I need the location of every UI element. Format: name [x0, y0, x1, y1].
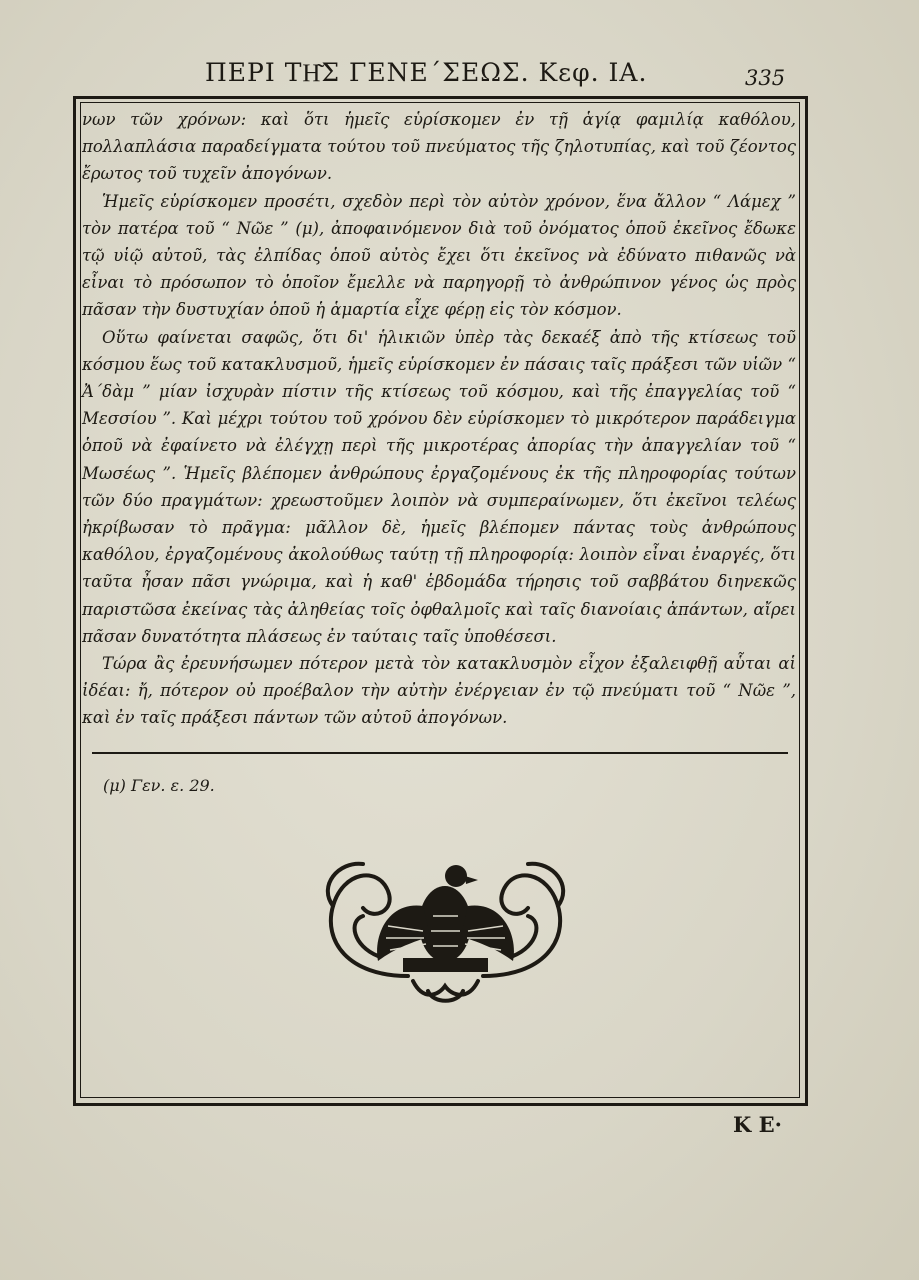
running-title: ΠΕΡΙ ΤΗ͂Σ ΓΕΝΕ΄ΣΕΩΣ. Κεφ. ΙΑ.	[205, 58, 648, 87]
body-text	[82, 106, 796, 732]
footnote-rule	[92, 752, 788, 754]
catchword: Κ Ε·	[733, 1112, 782, 1137]
paragraph: νων τῶν χρόνων: καὶ ὅτι ἡμεῖς εὑρίσκομεν ἐν τῇ ἁγίᾳ φαμιλίᾳ καθόλου, πολλαπλάσια παραδείγματα τούτου τοῦ πνεύματος τῆς ζηλοτυπίας, καὶ τοῦ ζέοντος ἔρωτος τοῦ τυχεῖν ἀπογόνων.	[82, 110, 796, 184]
paragraph: Τώρα ἂς ἐρευνήσωμεν πότερον μετὰ τὸν κατακλυσμὸν εἶχον ἐξαλειφθῇ αὗται αἱ ἰδέαι: ἤ, πότερον οὐ προέβαλον τὴν αὐτὴν ἐνέργειαν ἐν τῷ πνεύματι τοῦ “ Νῶε ”, καὶ ἐν ταῖς πράξεσι πάντων τῶν αὐτοῦ ἀπογόνων.	[82, 654, 796, 728]
page-number: 335	[745, 66, 786, 90]
paragraph: Οὕτω φαίνεται σαφῶς, ὅτι δι' ἡλικιῶν ὑπὲρ τὰς δεκαέξ ἀπὸ τῆς κτίσεως τοῦ κόσμου ἕως τοῦ κατακλυσμοῦ, ἡμεῖς εὑρίσκομεν ἐν πάσαις ταῖς πράξεσι τῶν υἱῶν “ Ἀ΄δὰμ ” μίαν ἰσχυρὰν πίστιν τῆς κτίσεως τοῦ κόσμου, καὶ τῆς ἐπαγγελίας τοῦ “ Μεσσίου ”. Καὶ μέχρι τούτου τοῦ χρόνου δὲν εὑρίσκομεν τὸ μικρότερον παράδειγμα ὁποῦ νὰ ἐφαίνετο νὰ ἐλέγχῃ περὶ τῆς μικροτέρας ἀπορίας τὴν ἀπαγγελίαν τοῦ “ Μωσέως ”. Ἡμεῖς βλέπομεν ἀνθρώπους ἐργαζομένους ἐκ τῆς πληροφορίας τούτων τῶν δύο πραγμάτων: χρεωστοῦμεν λοιπὸν νὰ συμπεραίνωμεν, ὅτι ἐκεῖνοι τελέως ἠκρίβωσαν τὸ πρᾶγμα: μᾶλλον δὲ, ἡμεῖς βλέπομεν πάντας τοὺς ἀνθρώπους καθόλου, ἐργαζομένους ἀκολούθως ταύτῃ τῇ πληροφορίᾳ: λοιπὸν εἶναι ἐναργές, ὅτι ταῦτα ἦσαν πᾶσι γνώριμα, καὶ ἡ καθ' ἑβδομάδα τήρησις τοῦ σαββάτου διηνεκῶς παριστῶσα ἐκείνας τὰς ἀληθείας τοῖς ὀφθαλμοῖς καὶ ταῖς διανοίαις ἁπάντων, αἴρει πᾶσαν δυνατότητα πλάσεως ἐν ταύταις ταῖς ὑποθέσεσι.	[82, 327, 796, 646]
paragraph: Ἡμεῖς εὑρίσκομεν προσέτι, σχεδὸν περὶ τὸν αὐτὸν χρόνον, ἕνα ἄλλον “ Λάμεχ ” τὸν πατέρα τοῦ “ Νῶε ” (μ), ἀποφαινόμενον διὰ τοῦ ὀνόματος ὁποῦ ἐκεῖνος ἔδωκε τῷ υἱῷ αὐτοῦ, τὰς ἐλπίδας ὁποῦ αὐτὸς ἔχει ὅτι ἐκεῖνος νὰ ἐδύνατο πιθανῶς νὰ εἶναι τὸ πρόσωπον τὸ ὁποῖον ἔμελλε νὰ παρηγορῇ τὸ ἀνθρώπινον γένος ὡς πρὸς πᾶσαν τὴν δυστυχίαν ὁποῦ ἡ ἁμαρτία εἶχε φέρῃ εἰς τὸν κόσμον.	[82, 191, 796, 320]
eagle-vignette-icon	[318, 846, 573, 1006]
footnote: (μ) Γεν. ε. 29.	[103, 776, 215, 795]
